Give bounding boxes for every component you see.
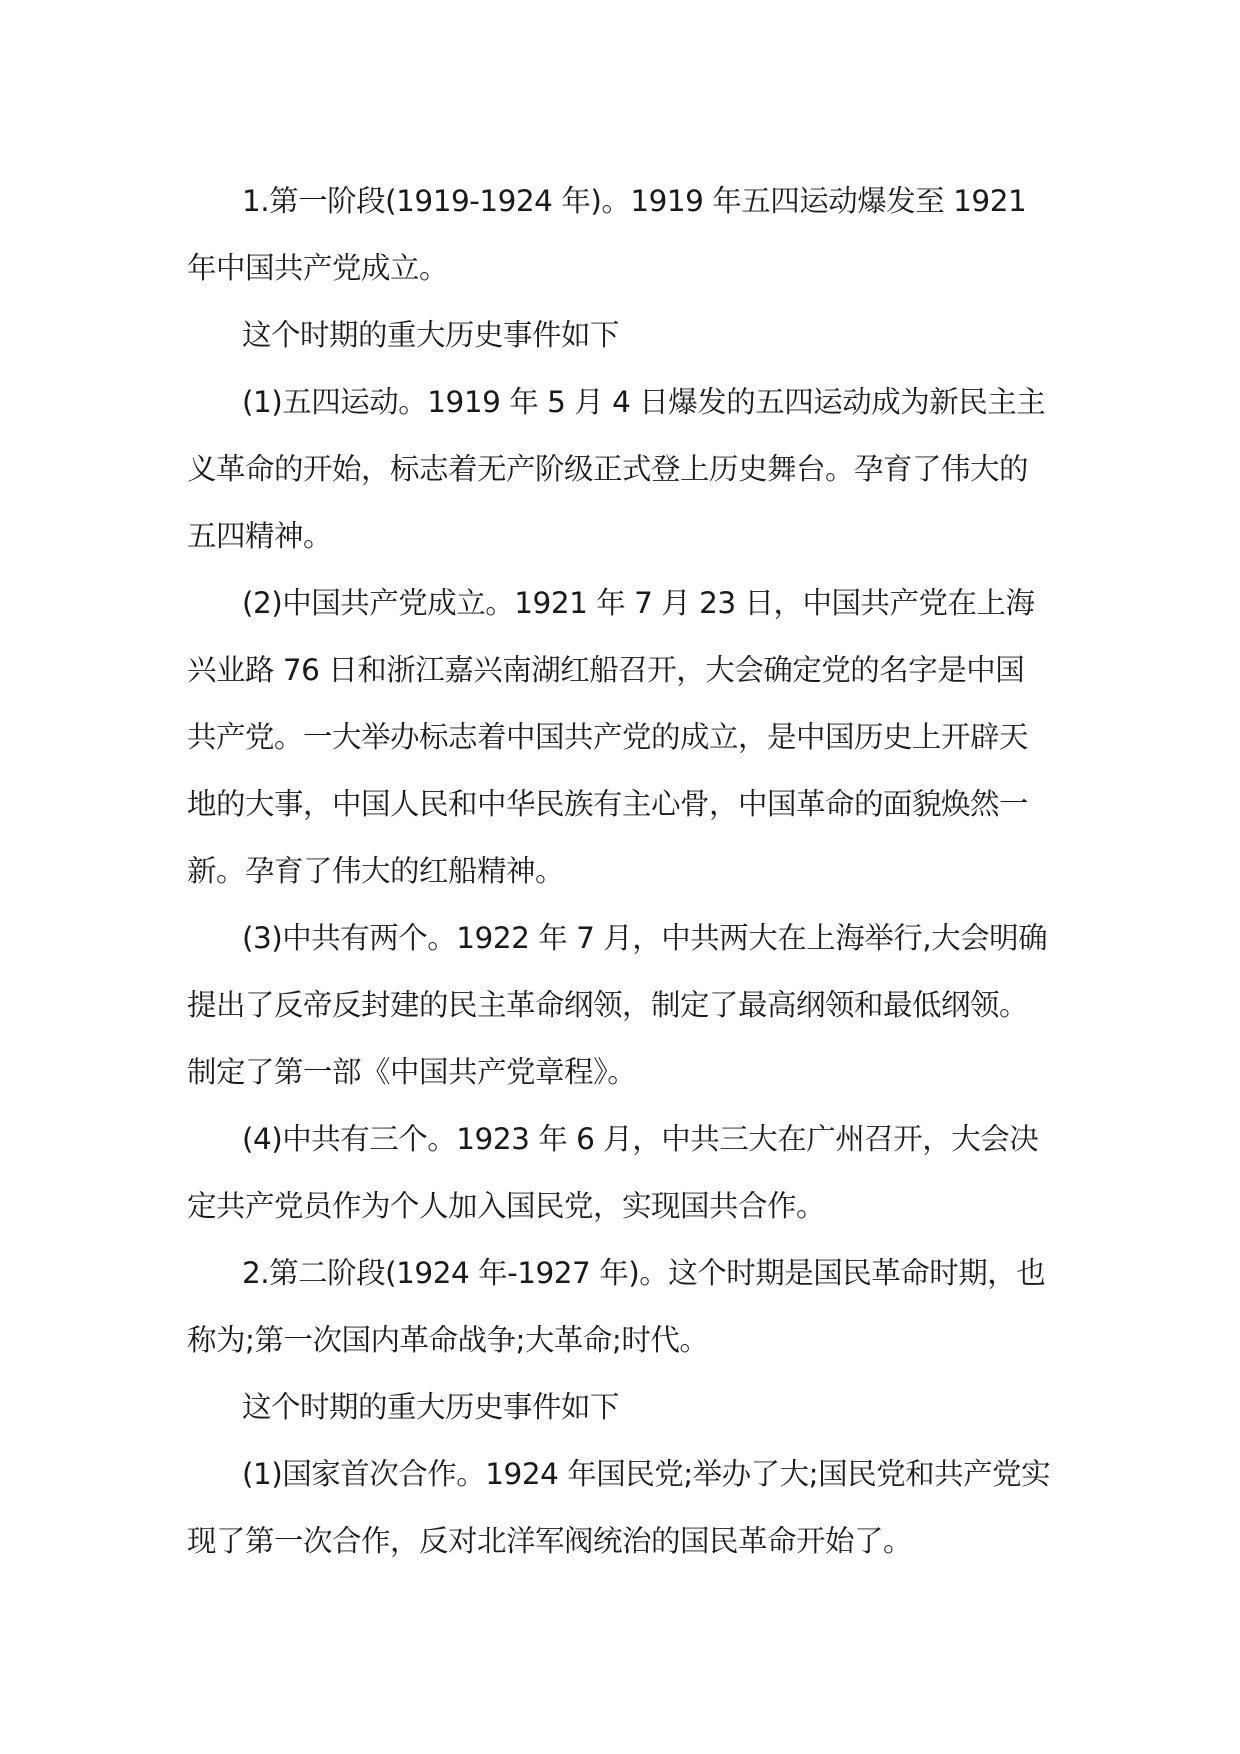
paragraph-stage-2: 2.第二阶段(1924 年-1927 年)。这个时期是国民革命时期，也称为;第一次国内革命战争;大革命;时代。: [187, 1256, 1046, 1357]
paragraph-may-fourth: (1)五四运动。1919 年 5 月 4 日爆发的五四运动成为新民主主义革命的开始，标志着无产阶级正式登上历史舞台。孕育了伟大的五四精神。: [187, 385, 1046, 553]
paragraph-events-heading-1: 这个时期的重大历史事件如下: [242, 318, 620, 352]
document-body: [187, 168, 1053, 1575]
paragraph-cpc-founding: (2)中国共产党成立。1921 年 7 月 23 日，中国共产党在上海兴业路 76 日和浙江嘉兴南湖红船召开，大会确定党的名字是中国共产党。一大举办标志着中国共产党的成立，是中国历史上开辟天地的大事，中国人民和中华民族有主心骨，中国革命的面貌焕然一新。孕育了伟大的红船精神。: [187, 586, 1035, 888]
paragraph-first-cooperation: (1)国家首次合作。1924 年国民党;举办了大;国民党和共产党实现了第一次合作，反对北洋军阀统治的国民革命开始了。: [187, 1457, 1051, 1558]
paragraph-events-heading-2: 这个时期的重大历史事件如下: [242, 1390, 620, 1424]
paragraph-stage-1: 1.第一阶段(1919-1924 年)。1919 年五四运动爆发至 1921 年中国共产党成立。: [187, 184, 1027, 285]
paragraph-third-congress: (4)中共有三个。1923 年 6 月，中共三大在广州召开，大会决定共产党员作为个人加入国民党，实现国共合作。: [187, 1122, 1039, 1223]
paragraph-second-congress: (3)中共有两个。1922 年 7 月，中共两大在上海举行,大会明确提出了反帝反封建的民主革命纲领，制定了最高纲领和最低纲领。制定了第一部《中国共产党章程》。: [187, 921, 1048, 1089]
